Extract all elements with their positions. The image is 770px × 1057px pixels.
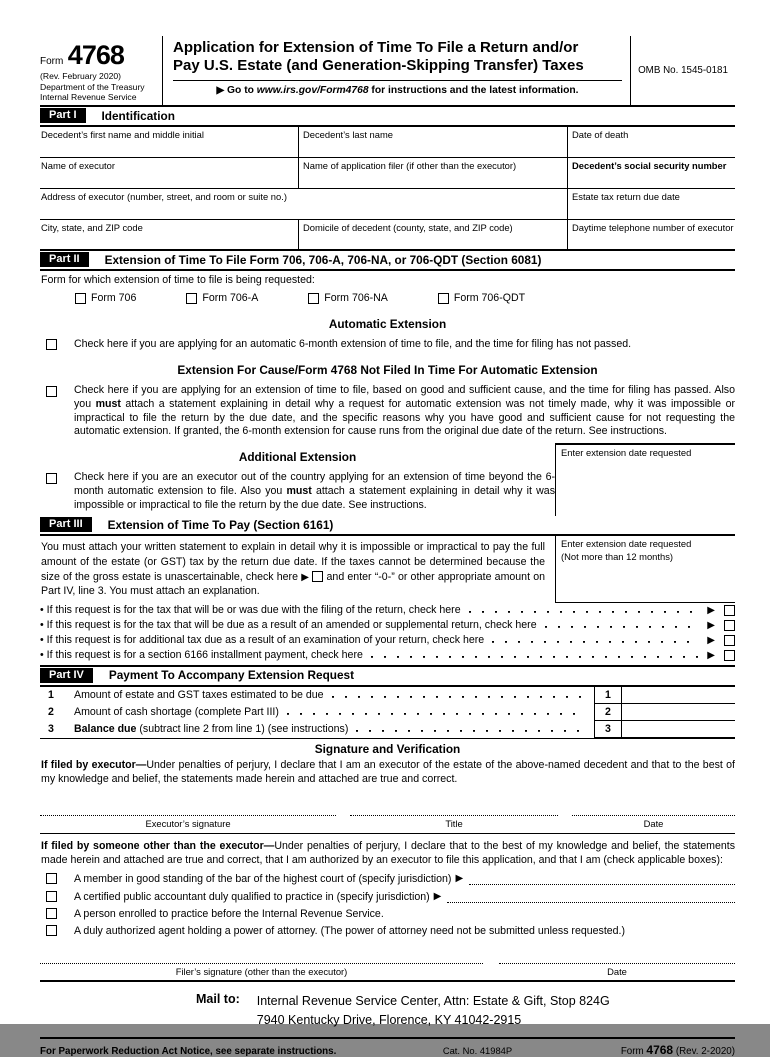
field-filer-name[interactable]: Name of application filer (if other than the executor) <box>298 158 567 188</box>
additional-extension-text <box>74 471 555 512</box>
signature-heading: Signature and Verification <box>314 741 461 756</box>
bullet-row-installment <box>40 648 735 663</box>
divider <box>40 833 735 834</box>
field-decedent-ssn[interactable]: Decedent’s social security number <box>567 158 735 188</box>
part4-title: Payment To Accompany Extension Request <box>108 668 355 683</box>
checkbox-form-706[interactable] <box>75 293 86 304</box>
checkbox-form-706qdt[interactable] <box>438 293 449 304</box>
right-arrow-icon: ▶ <box>433 891 442 903</box>
gap <box>558 815 572 829</box>
part1-row2 <box>40 158 735 189</box>
form-word: Form <box>40 56 64 67</box>
box-label: A certified public accountant duly qualified to practice in (specify jurisdiction) <box>74 890 430 903</box>
line-number-box: 3 <box>594 721 622 738</box>
right-arrow-icon: ▶ <box>707 604 715 616</box>
option-form-706[interactable] <box>75 292 136 304</box>
checkbox-tax-due-with-filing[interactable] <box>724 605 735 616</box>
line1-row <box>40 687 735 704</box>
line1-label <box>40 687 594 704</box>
line-text <box>74 723 348 735</box>
goto-suffix: for instructions and the latest information. <box>368 84 579 96</box>
addl-text-seg2: attach a statement explaining in detail why it was impossible or impractical to file the return by the due date. See instructions. <box>74 484 555 511</box>
addl-text-must: must <box>286 484 312 497</box>
filer-declaration-text: Under penalties of perjury, I declare that to the best of my knowledge and belief, the statements made herein and attached are true and correct, that I am authorized by an executor to file this application, and that I am (check applicable boxes): <box>41 839 735 866</box>
executor-declaration <box>40 758 735 789</box>
mail-to-address <box>257 992 610 1028</box>
automatic-extension-row <box>40 336 735 356</box>
field-date-of-death[interactable]: Date of death <box>567 127 735 157</box>
line2-label <box>40 704 594 721</box>
option-form-706qdt[interactable] <box>438 292 525 304</box>
part4-rows <box>40 687 735 738</box>
filer-declaration <box>40 839 735 870</box>
jurisdiction-field[interactable] <box>447 890 735 903</box>
catalog-number: Cat. No. 41984P <box>442 1044 513 1056</box>
balance-due-bold: Balance due <box>74 723 137 736</box>
box-bar-member <box>40 870 735 888</box>
part1-row4 <box>40 220 735 251</box>
additional-extension-date-box[interactable] <box>555 443 735 516</box>
filer-date-field[interactable]: Date <box>499 963 735 977</box>
checkbox-unascertainable[interactable] <box>312 571 323 582</box>
bullet-text: • If this request is for additional tax due as a result of an examination of your return, check here <box>40 634 485 647</box>
additional-extension-left <box>40 443 555 516</box>
goto-prefix: Go to <box>227 84 257 96</box>
irs-url[interactable]: www.irs.gov/Form4768 <box>256 84 369 96</box>
form-revision: (Rev. February 2020) <box>40 71 122 81</box>
part3-text-seg1: You must attach your written statement to explain in detail why it is impossible or impractical to pay the full amount of the estate (or GST) tax by the return due date. If the taxes cannot be determined because the size of the gross estate is unascertainable, check here <box>41 541 545 583</box>
additional-extension-heading: Additional Extension <box>238 450 357 465</box>
line3-label <box>40 721 594 738</box>
checkbox-examination-tax[interactable] <box>724 635 735 646</box>
line-text: Amount of estate and GST taxes estimated to be due <box>74 689 324 702</box>
right-arrow-icon: ▶ <box>455 873 464 885</box>
extension-date-sublabel: (Not more than 12 months) <box>561 550 674 562</box>
field-decedent-last-name[interactable]: Decedent’s last name <box>298 127 567 157</box>
field-return-due-date[interactable]: Estate tax return due date <box>567 189 735 219</box>
automatic-extension-heading: Automatic Extension <box>328 317 447 332</box>
mail-address-line2: 7940 Kentucky Drive, Florence, KY 41042-2915 <box>256 1012 522 1027</box>
agency-label: Internal Revenue Service <box>40 92 137 103</box>
goto-line <box>173 80 622 96</box>
part3-section <box>40 536 735 603</box>
line-text-rest: (subtract line 2 from line 1) (see instructions) <box>136 723 349 736</box>
paperwork-notice: For Paperwork Reduction Act Notice, see separate instructions. <box>40 1045 337 1057</box>
dot-leader <box>332 690 587 700</box>
form-type-options <box>40 288 735 310</box>
line-number: 2 <box>48 706 54 719</box>
part1-grid <box>40 127 735 251</box>
dot-leader <box>469 605 700 615</box>
bullet-text: • If this request is for the tax that will be due as a result of an amended or supplemental return, check here <box>40 619 537 632</box>
cause-text-must: must <box>95 397 121 410</box>
executor-declaration-bold: If filed by executor— <box>41 758 147 771</box>
part1-row1 <box>40 127 735 158</box>
dot-leader <box>545 620 700 630</box>
mail-address-line1: Internal Revenue Service Center, Attn: Estate & Gift, Stop 824G <box>256 994 610 1009</box>
option-label: Form 706-NA <box>324 292 388 305</box>
line1-amount-field[interactable] <box>622 687 735 704</box>
executor-signature-row <box>40 815 735 829</box>
title-field[interactable]: Title <box>350 815 558 829</box>
checkbox-power-of-attorney[interactable] <box>46 925 57 936</box>
cause-text-seg2: attach a statement explaining in detail why a request for automatic extension was not timely made, why it was impossible or impractical to file the return by the due date, and the specific reasons why you have good and sufficient cause for not requesting the automatic extension. If granted, the 6-month extension for cause runs from the original due date of the return. See instructions. <box>74 397 735 438</box>
field-domicile[interactable]: Domicile of decedent (county, state, and ZIP code) <box>298 220 567 249</box>
cause-text-seg1: Check here if you are applying for an extension of time to file, based on good and sufficient cause, and the time for filing has passed. Also you <box>74 383 735 410</box>
footer-form-id <box>555 1043 735 1057</box>
form-title-line1: Application for Extension of Time To File a Return and/or <box>173 39 579 56</box>
part2-title: Extension of Time To File Form 706, 706-A, 706-NA, or 706-QDT (Section 6081) <box>104 252 542 267</box>
box-label: A member in good standing of the bar of the highest court of (specify jurisdiction) <box>74 872 452 885</box>
line3-row <box>40 721 735 738</box>
box-cpa <box>40 888 735 906</box>
form-number-block <box>40 36 162 105</box>
bullet-row-examination <box>40 633 735 648</box>
part3-header <box>40 516 735 536</box>
filer-signature-field[interactable]: Filer’s signature (other than the executor) <box>40 963 483 977</box>
footer-form-word: Form <box>620 1045 647 1057</box>
form-number: 4768 <box>67 40 124 70</box>
dot-leader <box>492 635 699 645</box>
part2-intro: Form for which extension of time to file is being requested: <box>41 274 315 287</box>
line-number: 3 <box>48 723 54 736</box>
line-number: 1 <box>48 689 54 702</box>
footer-revision: (Rev. 2-2020) <box>673 1045 735 1057</box>
box-label: A person enrolled to practice before the Internal Revenue Service. <box>74 907 384 920</box>
field-daytime-phone[interactable]: Daytime telephone number of executor <box>567 220 735 249</box>
extension-date-label: Enter extension date requested <box>561 538 692 550</box>
date-field[interactable]: Date <box>572 815 735 829</box>
dot-leader <box>287 707 586 717</box>
right-arrow-icon: ▶ <box>216 84 225 96</box>
part3-text-seg2: and enter “-0-” or other appropriate amount on Part IV, line 3. You must attach an explanation. <box>41 570 545 598</box>
dot-leader <box>371 650 699 660</box>
form-title <box>173 39 622 76</box>
bullet-text: • If this request is for the tax that will be or was due with the filing of the return, check here <box>40 604 461 617</box>
executor-declaration-text: Under penalties of perjury, I declare that I am an executor of the estate of the above-named decedent and that to the best of my knowledge and belief, the statements made herein and attached are true and correct. <box>41 758 735 785</box>
checkbox-automatic-extension[interactable] <box>46 339 57 350</box>
option-label: Form 706-A <box>202 292 259 305</box>
line3-amount-field[interactable] <box>622 721 735 738</box>
form-title-block <box>162 36 631 105</box>
line2-amount-field[interactable] <box>622 704 735 721</box>
mail-to-label: Mail to: <box>196 992 240 1007</box>
field-decedent-first-name[interactable]: Decedent’s first name and middle initial <box>41 129 204 141</box>
part4-tag: Part IV <box>40 668 93 683</box>
part1-row3 <box>40 189 735 220</box>
filer-declaration-bold: If filed by someone other than the executor— <box>41 839 275 852</box>
checkbox-form-706a[interactable] <box>186 293 197 304</box>
part2-header <box>40 251 735 271</box>
field-executor-address[interactable]: Address of executor (number, street, and room or suite no.) <box>41 191 287 203</box>
field-city-state-zip[interactable]: City, state, and ZIP code <box>41 222 143 234</box>
part4-header <box>40 667 735 687</box>
filer-signature-row <box>40 963 735 977</box>
part2-tag: Part II <box>40 252 89 267</box>
line-number-box: 2 <box>594 704 622 721</box>
part3-paragraph <box>41 540 545 599</box>
part3-extension-date-box[interactable] <box>555 536 735 603</box>
extension-for-cause-row <box>40 382 735 443</box>
part1-title: Identification <box>101 108 175 123</box>
form-title-line2: Pay U.S. Estate (and Generation-Skipping Transfer) Taxes <box>173 57 584 75</box>
mail-to-block <box>40 982 735 1036</box>
bullet-text: • If this request is for a section 6166 installment payment, check here <box>40 649 363 662</box>
gap <box>336 815 350 829</box>
extension-for-cause-text <box>74 384 735 439</box>
gap <box>483 963 499 977</box>
option-label: Form 706 <box>91 292 137 305</box>
right-arrow-icon: ▶ <box>707 634 715 646</box>
bullet-row-amended <box>40 618 735 633</box>
box-enrolled-agent <box>40 905 735 922</box>
checkbox-additional-extension[interactable] <box>46 473 57 484</box>
checkbox-bar-member[interactable] <box>46 873 57 884</box>
additional-extension-section <box>40 443 735 516</box>
extension-date-label: Enter extension date requested <box>561 447 692 459</box>
jurisdiction-field[interactable] <box>469 872 735 885</box>
checkbox-extension-for-cause[interactable] <box>46 386 57 397</box>
checkbox-enrolled-agent[interactable] <box>46 908 57 919</box>
checkbox-section-6166[interactable] <box>724 650 735 661</box>
part1-tag: Part I <box>40 108 86 123</box>
field-executor-name[interactable]: Name of executor <box>41 160 115 172</box>
additional-extension-row <box>40 469 555 516</box>
line-text: Amount of cash shortage (complete Part III) <box>74 706 279 719</box>
right-arrow-icon: ▶ <box>707 619 715 631</box>
box-label: A duly authorized agent holding a power of attorney. (The power of attorney need not be submitted unless requested.) <box>74 924 626 937</box>
checkbox-cpa[interactable] <box>46 891 57 902</box>
bullet-row-filing <box>40 603 735 618</box>
page-footer <box>40 1039 735 1057</box>
part1-header <box>40 107 735 127</box>
automatic-extension-text: Check here if you are applying for an automatic 6-month extension of time to file, and the time for filing has not passed. <box>74 338 632 351</box>
option-label: Form 706-QDT <box>453 292 526 305</box>
part3-title: Extension of Time To Pay (Section 6161) <box>107 517 334 532</box>
option-form-706na[interactable] <box>308 292 388 304</box>
right-arrow-icon: ▶ <box>301 571 310 583</box>
department-label: Department of the Treasury <box>40 81 145 92</box>
omb-number: OMB No. 1545-0181 <box>638 65 728 77</box>
right-arrow-icon: ▶ <box>707 649 715 661</box>
line-number-box: 1 <box>594 687 622 704</box>
line2-row <box>40 704 735 721</box>
extension-for-cause-heading: Extension For Cause/Form 4768 Not Filed In Time For Automatic Extension <box>177 362 598 377</box>
executor-signature-field[interactable]: Executor’s signature <box>40 815 336 829</box>
addl-text-seg1: Check here if you are an executor out of the country applying for an extension of time beyond the 6-month automatic extension to file. Also you <box>74 471 555 497</box>
footer-form-number: 4768 <box>646 1042 674 1057</box>
checkbox-amended-return[interactable] <box>724 620 735 631</box>
part3-tag: Part III <box>40 517 92 532</box>
dot-leader <box>356 724 586 734</box>
option-form-706a[interactable] <box>186 292 258 304</box>
checkbox-form-706na[interactable] <box>308 293 319 304</box>
part3-paragraph-block <box>40 536 555 603</box>
box-power-of-attorney <box>40 922 735 939</box>
form-header <box>40 36 735 107</box>
part3-bullets <box>40 603 735 663</box>
